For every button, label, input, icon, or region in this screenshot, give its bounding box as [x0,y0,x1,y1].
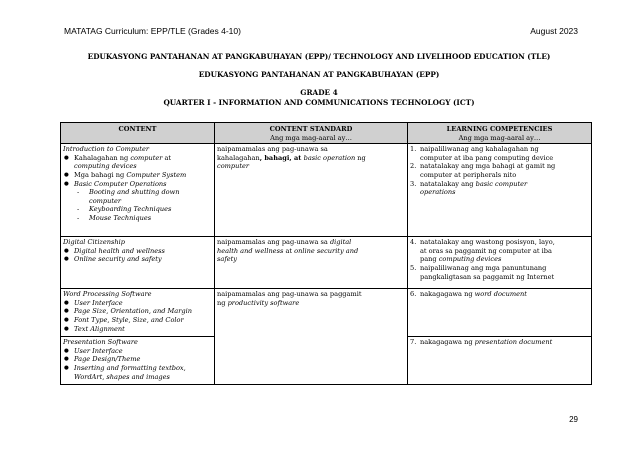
content-cell [61,237,215,289]
table-row [61,289,592,337]
competencies-cell [408,337,592,385]
competencies-cell [408,289,592,337]
list-item: ● Inserting and formatting textbox, WordArt, shapes and images [63,364,212,381]
list-item: ● User Interface [63,299,212,308]
list-item: 5. naipaliliwanag ang mga panuntunang pangkaligtasan sa paggamit ng Internet [410,263,555,281]
page-number: 29 [569,415,578,424]
list-item: - Mouse Techniques [77,214,212,223]
list-item: - Booting and shutting down computer [77,188,212,205]
content-cell [61,337,215,385]
content-cell [61,144,215,237]
program-title: EDUKASYONG PANTAHANAN AT PANGKABUHAYAN (EPP)/ TECHNOLOGY AND LIVELIHOOD EDUCATION (TLE) [87,52,551,61]
list-item: 3. natatalakay ang basic computer operations [410,179,528,197]
list-item: - Keyboarding Techniques [77,205,212,214]
list-item: ● Text Alignment [63,325,212,334]
topic-title: Presentation Software [63,338,138,347]
list-item: 2. natatalakay ang mga bahagi at gamit ng computer at peripherals nito [410,162,556,179]
list-item: ● Kahalagahan ng computer at computing devices [63,154,212,171]
learning-competencies-header: LEARNING COMPETENCIES Ang mga mag-aaral ay… [408,123,592,144]
competencies-cell [408,144,592,237]
document-header [64,26,578,38]
content-cell [61,289,215,337]
content-standard-header: CONTENT STANDARD Ang mga mag-aaral ay… [215,123,408,144]
subject-title: EDUKASYONG PANTAHANAN AT PANGKABUHAYAN (EPP) [198,70,440,79]
document-date: August 2023 [530,26,578,36]
topic-title: Digital Citizenship [63,238,126,247]
content-standard-cell: naipamamalas ang pag-unawa sa paggamit ng productivity software [215,289,408,385]
table-header-row [61,123,592,144]
list-item: ● Page Design/Theme [63,355,212,364]
list-item: ● User Interface [63,347,212,356]
topic-title: Introduction to Computer [63,145,150,154]
list-item: ● Page Size, Orientation, and Margin [63,307,212,316]
list-item: ● Online security and safety [63,255,212,264]
curriculum-label: MATATAG Curriculum: EPP/TLE (Grades 4-10) [64,26,241,36]
list-item: ● Basic Computer Operations [63,180,212,189]
content-header: CONTENT [61,123,215,144]
competencies-cell [408,237,592,289]
content-standard-cell: naipamamalas ang pag-unawa sa kahalagahan, bahagi, at basic operation ng computer [215,144,408,237]
list-item: ● Digital health and wellness [63,247,212,256]
quarter-title: QUARTER I - INFORMATION AND COMMUNICATIONS TECHNOLOGY (ICT) [163,98,475,107]
content-standard-cell: naipamamalas ang pag-unawa sa digital health and wellness at online security and safety [215,237,408,289]
list-item: 4. natatalakay ang wastong posisyon, layo, at oras sa paggamit ng computer at iba pang computing devices [410,238,555,264]
curriculum-table [60,122,592,385]
topic-title: Word Processing Software [63,290,152,299]
grade-title: GRADE 4 [300,88,338,97]
list-item: 6. nakagagawa ng word document [410,290,527,299]
list-item: 1. naipaliliwanag ang kahalagahan ng computer at iba pang computing device [410,145,554,162]
list-item: 7. nakagagawa ng presentation document [410,338,553,347]
table-row [61,144,592,237]
table-row [61,237,592,289]
list-item: ● Font Type, Style, Size, and Color [63,316,212,325]
list-item: ● Mga bahagi ng Computer System [63,171,212,180]
